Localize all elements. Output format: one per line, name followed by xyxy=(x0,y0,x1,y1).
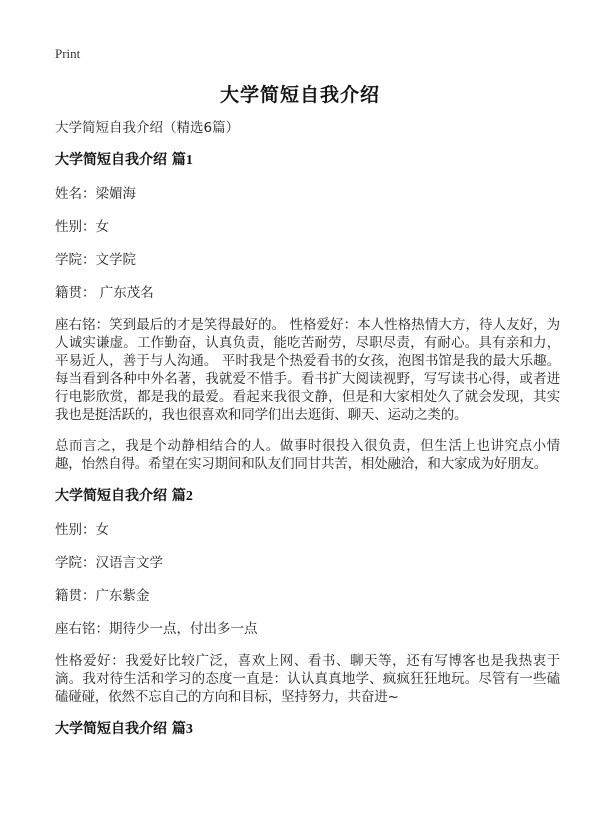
section-heading-text: 大学简短自我介绍 篇 xyxy=(55,152,186,168)
document-title: 大学简短自我介绍 xyxy=(219,84,380,106)
section-heading-number: 2 xyxy=(185,489,193,504)
field-hometown: 籍贯：广东紫金 xyxy=(55,588,150,604)
field-hometown: 籍贯： 广东茂名 xyxy=(55,285,154,301)
field-college: 学院：文学院 xyxy=(55,252,136,268)
section-heading xyxy=(55,486,560,507)
field-motto: 座右铭：期待少一点，付出多一点 xyxy=(55,621,258,637)
paragraph-hobbies: 性格爱好：我爱好比较广泛，喜欢上网、看书、聊天等，还有写博客也是我热衷于滴。我对待生活和学习的态度一直是：认认真真地学、疯疯狂狂地玩。尽管有一些磕磕碰碰，依然不忘自己的方向和目标，坚持努力，共奋进~ xyxy=(55,653,560,705)
document-body xyxy=(55,118,560,753)
section-3 xyxy=(55,719,560,740)
section-heading xyxy=(55,719,560,740)
section-heading xyxy=(55,150,560,171)
paragraph-motto-hobbies: 座右铭：笑到最后的才是笑得最好的。 性格爱好：本人性格热情大方，待人友好，为人诚实谦虚。工作勤奋，认真负责，能吃苦耐劳，尽职尽责，有耐心。具有亲和力，平易近人，善于与人沟通。 平时我是个热爱看书的女孩，泡图书馆是我的最大乐趣。每当看到各种中外名著，我就爱不惜手。看书扩大阅读视野，写写读书心得，或者进行电影欣赏，都是我的最爱。看起来我很文静，但是和大家相处久了就会发现，其实我也是挺活跃的，我也很喜欢和同学们出去逛街、聊天、运动之类的。 xyxy=(55,317,560,423)
section-heading-number: 1 xyxy=(185,153,193,168)
section-heading-number: 3 xyxy=(185,722,193,737)
section-2 xyxy=(55,486,560,706)
field-name: 姓名：梁媚海 xyxy=(55,186,136,202)
document-subtitle: 大学简短自我介绍（精选6篇） xyxy=(55,120,240,136)
field-gender: 性别：女 xyxy=(55,522,109,538)
print-label[interactable]: Print xyxy=(55,46,81,61)
field-college: 学院：汉语言文学 xyxy=(55,555,163,571)
paragraph-summary: 总而言之，我是个动静相结合的人。做事时很投入很负责，但生活上也讲究点小情趣，怡然自得。希望在实习期间和队友们同甘共苦，相处融洽，和大家成为好朋友。 xyxy=(55,438,560,472)
section-1 xyxy=(55,150,560,473)
section-heading-text: 大学简短自我介绍 篇 xyxy=(55,488,186,504)
section-heading-text: 大学简短自我介绍 篇 xyxy=(55,721,186,737)
field-gender: 性别：女 xyxy=(55,219,109,235)
